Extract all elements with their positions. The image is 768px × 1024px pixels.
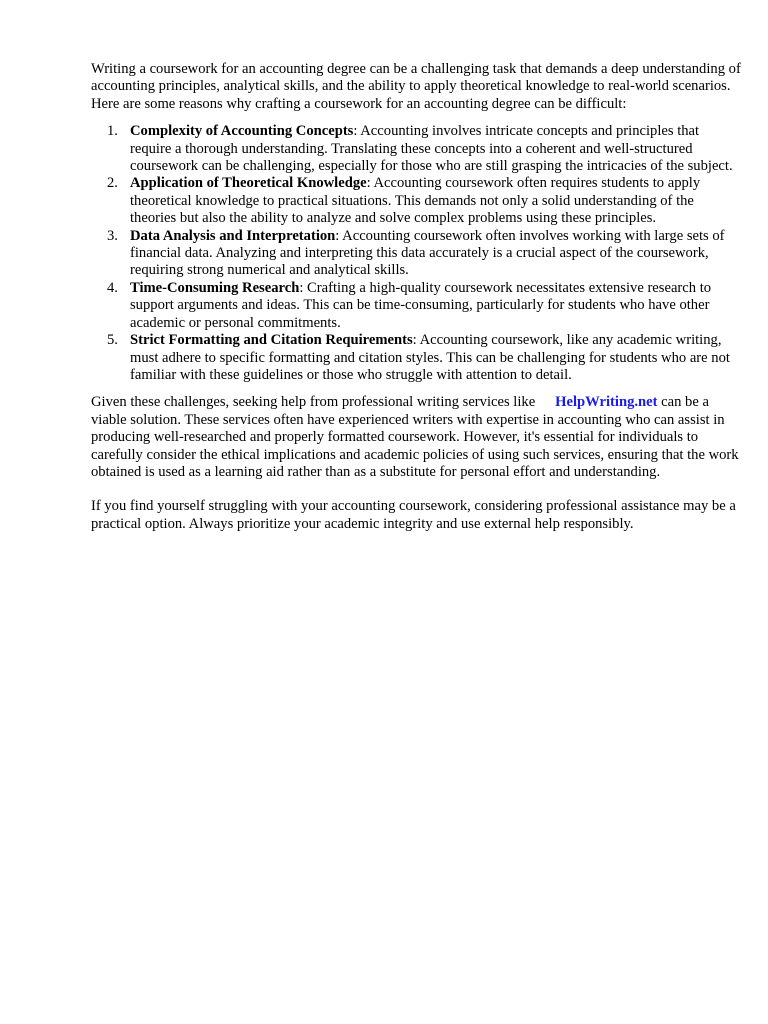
list-item xyxy=(91,228,741,280)
list-text: : Crafting a high-quality coursework necessitates extensive research to support arguments and ideas. This can be time-consuming, particularly for students who have other academic or personal commitments. xyxy=(130,279,712,331)
list-item xyxy=(91,123,741,175)
list-text: : Accounting involves intricate concepts and principles that require a thorough understanding. Translating these concepts into a coherent and well-structured coursework can be challenging, especially for those who are still grasping the intricacies of the subject. xyxy=(130,123,733,175)
list-item xyxy=(91,332,741,384)
list-number: 1. xyxy=(107,123,118,140)
list-number: 2. xyxy=(107,175,118,192)
help-text-before: Given these challenges, seeking help from professional writing services like xyxy=(91,394,536,411)
list-text: : Accounting coursework often involves working with large sets of financial data. Analyzing and interpreting this data accurately is a crucial aspect of the coursework, requiring strong numerical and analytical skills. xyxy=(130,227,725,279)
list-item xyxy=(91,175,741,227)
list-text: : Accounting coursework, like any academic writing, must adhere to specific formatting and citation styles. This can be challenging for students who are not familiar with these guidelines or those who struggle with attention to detail. xyxy=(130,332,730,383)
closing-paragraph: If you find yourself struggling with your accounting coursework, considering professional assistance may be a practical option. Always prioritize your academic integrity and use external help responsibly. xyxy=(91,498,736,532)
list-term: Strict Formatting and Citation Requirements xyxy=(130,332,413,349)
list-item xyxy=(91,280,741,332)
list-number: 4. xyxy=(107,279,118,296)
intro-paragraph: Writing a coursework for an accounting degree can be a challenging task that demands a deep understanding of accounting principles, analytical skills, and the ability to apply theoretical knowledge to real-world scenarios. Here are some reasons why crafting a coursework for an accounting degree can be difficult: xyxy=(91,61,741,112)
help-paragraph xyxy=(91,394,741,481)
help-text-after: can be a viable solution. These services often have experienced writers with expertise in accounting who can assist in producing well-researched and properly formatted coursework. However, it's essential for individuals to carefully consider the ethical implications and academic policies of using such services, ensuring that the work obtained is used as a learning aid rather than as a substitute for personal effort and understanding. xyxy=(91,394,739,480)
list-term: Time-Consuming Research xyxy=(130,279,300,296)
list-number: 5. xyxy=(107,332,118,349)
list-text: : Accounting coursework often requires students to apply theoretical knowledge to practical situations. This demands not only a solid understanding of the theories but also the ability to analyze and solve complex problems using these principles. xyxy=(130,175,701,227)
list-term: Data Analysis and Interpretation xyxy=(130,227,336,244)
list-number: 3. xyxy=(107,227,118,244)
list-term: Application of Theoretical Knowledge xyxy=(130,175,367,192)
reasons-list xyxy=(91,123,741,384)
helpwriting-link[interactable]: HelpWriting.net xyxy=(555,394,658,411)
list-term: Complexity of Accounting Concepts xyxy=(130,123,354,140)
document-page xyxy=(91,61,741,533)
